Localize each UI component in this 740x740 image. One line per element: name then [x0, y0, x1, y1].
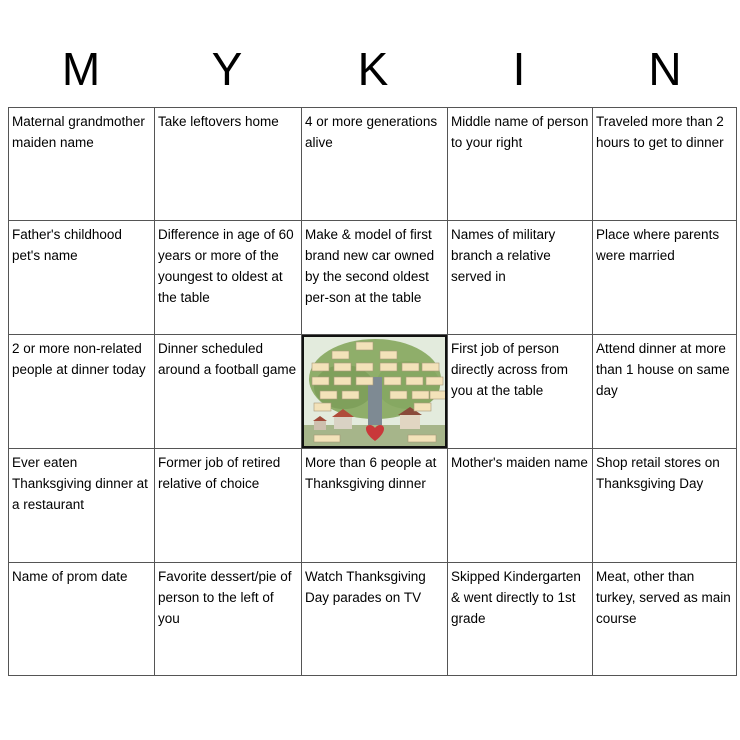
- bingo-cell[interactable]: [448, 108, 593, 221]
- bingo-cell[interactable]: [9, 335, 155, 449]
- bingo-grid: [8, 107, 737, 676]
- bingo-cell-text: Father's childhood pet's name: [12, 227, 122, 263]
- bingo-cell[interactable]: [155, 449, 302, 563]
- bingo-cell[interactable]: [593, 221, 737, 335]
- bingo-cell[interactable]: [593, 449, 737, 563]
- bingo-cell-text: Shop retail stores on Thanksgiving Day: [596, 455, 720, 491]
- bingo-cell-text: Ever eaten Thanksgiving dinner at a restaurant: [12, 455, 148, 512]
- family-tree-image: [302, 335, 447, 448]
- bingo-cell[interactable]: [593, 563, 737, 676]
- bingo-cell-text: Make & model of first brand new car owned by the second oldest per-son at the table: [305, 227, 435, 305]
- header-letter-m: M: [61, 43, 101, 95]
- bingo-cell[interactable]: [9, 221, 155, 335]
- bingo-cell-text: 4 or more generations alive: [305, 114, 438, 150]
- bingo-cell[interactable]: [155, 563, 302, 676]
- header-letter-i: I: [512, 43, 526, 95]
- bingo-cell[interactable]: [155, 108, 302, 221]
- bingo-cell[interactable]: [9, 563, 155, 676]
- bingo-cell-text: Name of prom date: [12, 569, 128, 584]
- header-letter-y: Y: [211, 43, 243, 95]
- bingo-cell-text: Names of military branch a relative served in: [451, 227, 556, 284]
- bingo-cell-text: Middle name of person to your right: [451, 114, 589, 150]
- bingo-cell[interactable]: [448, 563, 593, 676]
- bingo-cell-text: Attend dinner at more than 1 house on same day: [596, 341, 730, 398]
- bingo-cell-text: Maternal grandmother maiden name: [12, 114, 145, 150]
- bingo-cell-text: Difference in age of 60 years or more of the youngest to oldest at the table: [158, 227, 294, 305]
- bingo-cell[interactable]: [448, 449, 593, 563]
- bingo-cell-text: More than 6 people at Thanksgiving dinner: [305, 455, 437, 491]
- bingo-cell[interactable]: [155, 335, 302, 449]
- bingo-cell[interactable]: [155, 221, 302, 335]
- bingo-cell-text: Traveled more than 2 hours to get to dinner: [596, 114, 724, 150]
- family-tree-icon: [304, 337, 446, 447]
- bingo-cell-text: Skipped Kindergarten & went directly to 1st grade: [451, 569, 581, 626]
- bingo-cell[interactable]: [593, 335, 737, 449]
- bingo-cell[interactable]: [302, 221, 448, 335]
- bingo-cell[interactable]: [302, 108, 448, 221]
- bingo-cell-text: Watch Thanksgiving Day parades on TV: [305, 569, 426, 605]
- free-space-cell[interactable]: [302, 335, 448, 449]
- bingo-cell[interactable]: [448, 335, 593, 449]
- bingo-header: [8, 40, 738, 98]
- bingo-cell-text: First job of person directly across from you at the table: [451, 341, 569, 398]
- header-letter-k: K: [357, 43, 389, 95]
- bingo-cell[interactable]: [448, 221, 593, 335]
- bingo-cell-text: Favorite dessert/pie of person to the left of you: [158, 569, 292, 626]
- bingo-cell-text: 2 or more non-related people at dinner today: [12, 341, 146, 377]
- bingo-cell[interactable]: [302, 563, 448, 676]
- bingo-cell-text: Meat, other than turkey, served as main course: [596, 569, 731, 626]
- bingo-cell[interactable]: [302, 449, 448, 563]
- bingo-cell-text: Dinner scheduled around a football game: [158, 341, 297, 377]
- bingo-cell-text: Mother's maiden name: [451, 455, 588, 470]
- bingo-cell[interactable]: [9, 108, 155, 221]
- bingo-cell-text: Place where parents were married: [596, 227, 720, 263]
- bingo-cell-text: Former job of retired relative of choice: [158, 455, 281, 491]
- bingo-cell[interactable]: [9, 449, 155, 563]
- header-letter-n: N: [648, 43, 682, 95]
- bingo-cell-text: Take leftovers home: [158, 114, 279, 129]
- bingo-cell[interactable]: [593, 108, 737, 221]
